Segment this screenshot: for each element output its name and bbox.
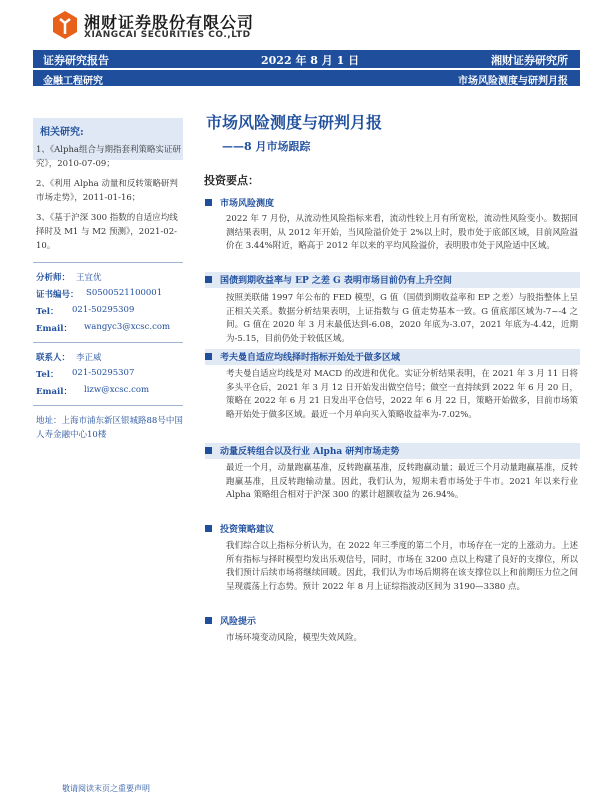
section-heading-kama [205,349,580,365]
email-value[interactable]: wangyc3@xcsc.com [84,322,171,332]
analyst-name: 王宜优 [76,273,102,283]
section-heading-text: 风险提示 [220,617,257,627]
section-heading-text: 考夫曼自适应均线择时指标开始处于做多区域 [220,353,401,363]
section-square-icon [205,199,212,206]
report-title: 市场风险测度与研判月报 [206,113,383,132]
section-text-risk: 2022 年 7 月份，从流动性风险指标来看，流动性较上月有所宽松，流动性风险变小。数据回测结果表明，从 2012 年开始，当风险溢价处于 2%以上时，股市处于底部区域，目前风险溢价在 3.44%附近，略高于 2012 年以来的平均风险溢价，表明股市处于风险适中区域。 [226,214,578,251]
section-square-icon [205,276,212,283]
section-square-icon [205,447,212,454]
institute-name: 湘财证券研究所 [491,54,568,67]
report-date: 2022 年 8 月 1 日 [261,54,360,67]
section-heading-strategy [205,521,580,537]
contact-tel-value: 021-50295307 [72,368,135,378]
report-series: 市场风险测度与研判月报 [458,76,568,87]
cert-value: S0500521100001 [86,288,163,298]
section-heading-risk [205,195,580,211]
email-label: Email： [36,324,72,334]
contact-email-label: Email： [36,387,72,397]
section-heading-risk-warning [205,613,580,629]
related-research-title: 相关研究: [40,127,84,138]
contact-label: 联系人： [36,353,71,363]
section-heading-text: 国债到期收益率与 EP 之差 G 表明市场目前仍有上升空间 [220,276,452,286]
contact-email-value[interactable]: lizw@xcsc.com [84,385,150,395]
subheader-band [33,70,580,86]
divider [33,262,183,263]
section-heading-momentum [205,443,580,459]
report-type: 证券研究报告 [43,54,109,67]
tel-value: 021-50295309 [72,305,135,315]
section-text-momentum: 最近一个月，动量跑赢基准，反转跑赢基准，反转跑赢动量；最近三个月动量跑赢基准，反转跑赢基准，且反转跑输动量。因此，我们认为，短期未看市场处于牛市。2021 年以来行业 Alpha 策略组合相对于沪深 300 的累计超额收益为 26.94%。 [226,463,578,500]
section-heading-text: 市场风险测度 [220,199,275,209]
related-ref-2: 2、《利用 Alpha 动量和反转策略研判市场走势》，2011-01-16； [36,179,178,203]
company-name-en: XIANGCAI SECURITIES CO.,LTD [84,30,251,40]
header-band [33,50,580,68]
section-text-kama: 考夫曼自适应均线是对 MACD 的改进和优化。实证分析结果表明，在 2021 年 3 月 11 日将多头平仓后，2021 年 3 月 12 日开始发出做空信号；做空一直持续到 2022 年 6 月 20 日，策略在 2022 年 6 月 21 日发出平仓信号，2022 年 6 月 22 日，策略开始做多，目前市场策略开始处于做多区域。最近一个月单向买入策略收益率为-7.02%。 [226,369,578,420]
cert-label: 证书编号： [36,290,79,300]
report-subtitle: ——8 月市场跟踪 [222,140,311,153]
contact-name: 李正威 [76,353,102,363]
company-name-cn: 湘财证券股份有限公司 [84,13,255,32]
section-text-g-value: 按照美联储 1997 年公布的 FED 模型，G 值（国债到期收益率和 EP 之差）与股指整体上呈正相关关系。数据分析结果表明，上证指数与 G 值走势基本一致。G 值底部区域为-7~-4 之间。G 值在 2020 年 3 月末最低达到-6.08，2020 年底为-3.07，2021 年底为-4.42，近期为-5.15，目前仍处于较低区域。 [226,293,578,344]
analyst-label: 分析师： [36,273,71,283]
related-ref-1: 1、《Alpha组合与期指套利策略实证研究》，2010-07-09； [36,145,181,169]
divider [33,342,183,343]
section-square-icon [205,617,212,624]
address: 地址：上海市浦东新区银城路88号中国人寿金融中心10楼 [36,416,183,440]
section-heading-g-value [205,272,580,288]
tel-label: Tel： [36,307,59,317]
section-square-icon [205,525,212,532]
section-heading-text: 动量反转组合以及行业 Alpha 研判市场走势 [220,447,400,457]
section-text-risk-warning: 市场环境变动风险，模型失效风险。 [226,633,363,643]
research-category: 金融工程研究 [43,76,103,87]
section-heading-text: 投资策略建议 [220,525,275,535]
contact-tel-label: Tel： [36,370,59,380]
xiangcai-logo-icon [52,10,78,40]
related-ref-3: 3、《基于沪深 300 指数的自适应均线择时及 M1 与 M2 预测》，2021-02-10。 [36,213,178,251]
key-points-title: 投资要点： [204,174,259,187]
footer-disclaimer[interactable]: 敬请阅读末页之重要声明 [62,784,150,793]
divider [33,405,183,406]
section-text-strategy: 我们综合以上指标分析认为，在 2022 年三季度的第二个月，市场存在一定的上涨动力。上述所有指标与择时模型均发出乐观信号，同时，市场在 3200 点以上构建了良好的支撑位，所以我们预计后续市场将继续回暖。因此，我们认为市场后期将在该支撑位以上和前期压力位之间呈现震荡上行态势。预计 2022 年 8 月上证综指波动区间为 3190—3380 点。 [226,541,578,592]
section-square-icon [205,353,212,360]
